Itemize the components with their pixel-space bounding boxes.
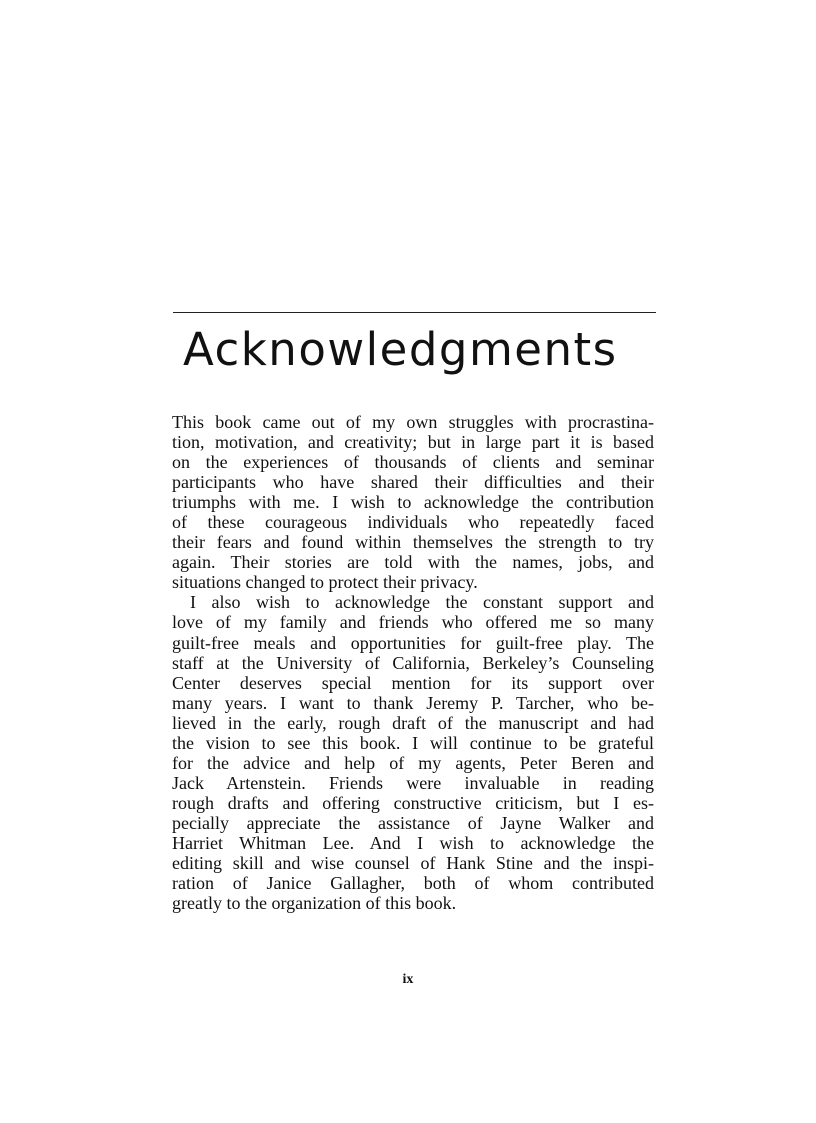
text-line: participants who have shared their difficulties and their: [172, 472, 654, 493]
text-line: lieved in the early, rough draft of the manuscript and had: [172, 712, 654, 733]
text-line: guilt-free meals and opportunities for guilt-free play. The: [172, 632, 654, 653]
text-line: Jack Artenstein. Friends were invaluable in reading: [172, 772, 654, 793]
text-line: This book came out of my own struggles with procrastina-: [172, 412, 654, 432]
text-line: situations changed to protect their privacy.: [172, 572, 478, 593]
text-line: on the experiences of thousands of clients and seminar: [172, 452, 654, 473]
page-title: Acknowledgments: [183, 323, 618, 376]
text-line: Center deserves special mention for its support over: [172, 672, 654, 693]
text-line: tion, motivation, and creativity; but in large part it is based: [172, 432, 654, 453]
text-line: the vision to see this book. I will continue to be grateful: [172, 732, 654, 753]
text-line: editing skill and wise counsel of Hank Stine and the inspi-: [172, 853, 654, 874]
text-line: Harriet Whitman Lee. And I wish to acknowledge the: [172, 832, 654, 853]
acknowledgments-text: [172, 412, 654, 913]
text-line: staff at the University of California, Berkeley’s Counseling: [172, 652, 654, 673]
text-line: love of my family and friends who offered me so many: [172, 612, 654, 633]
text-line: pecially appreciate the assistance of Jayne Walker and: [172, 812, 654, 833]
text-line: many years. I want to thank Jeremy P. Tarcher, who be-: [172, 692, 654, 713]
text-line: rough drafts and offering constructive criticism, but I es-: [172, 792, 654, 813]
text-line: for the advice and help of my agents, Peter Beren and: [172, 752, 654, 773]
text-line: greatly to the organization of this book.: [172, 893, 457, 914]
text-line: I also wish to acknowledge the constant support and: [190, 592, 654, 613]
title-rule: [173, 312, 656, 313]
text-line: their fears and found within themselves the strength to try: [172, 532, 654, 553]
text-line: of these courageous individuals who repeatedly faced: [172, 512, 654, 533]
page-number: ix: [402, 972, 414, 987]
text-line: again. Their stories are told with the names, jobs, and: [172, 552, 654, 573]
text-line: triumphs with me. I wish to acknowledge the contribution: [172, 492, 654, 513]
text-line: ration of Janice Gallagher, both of whom contributed: [172, 873, 654, 894]
